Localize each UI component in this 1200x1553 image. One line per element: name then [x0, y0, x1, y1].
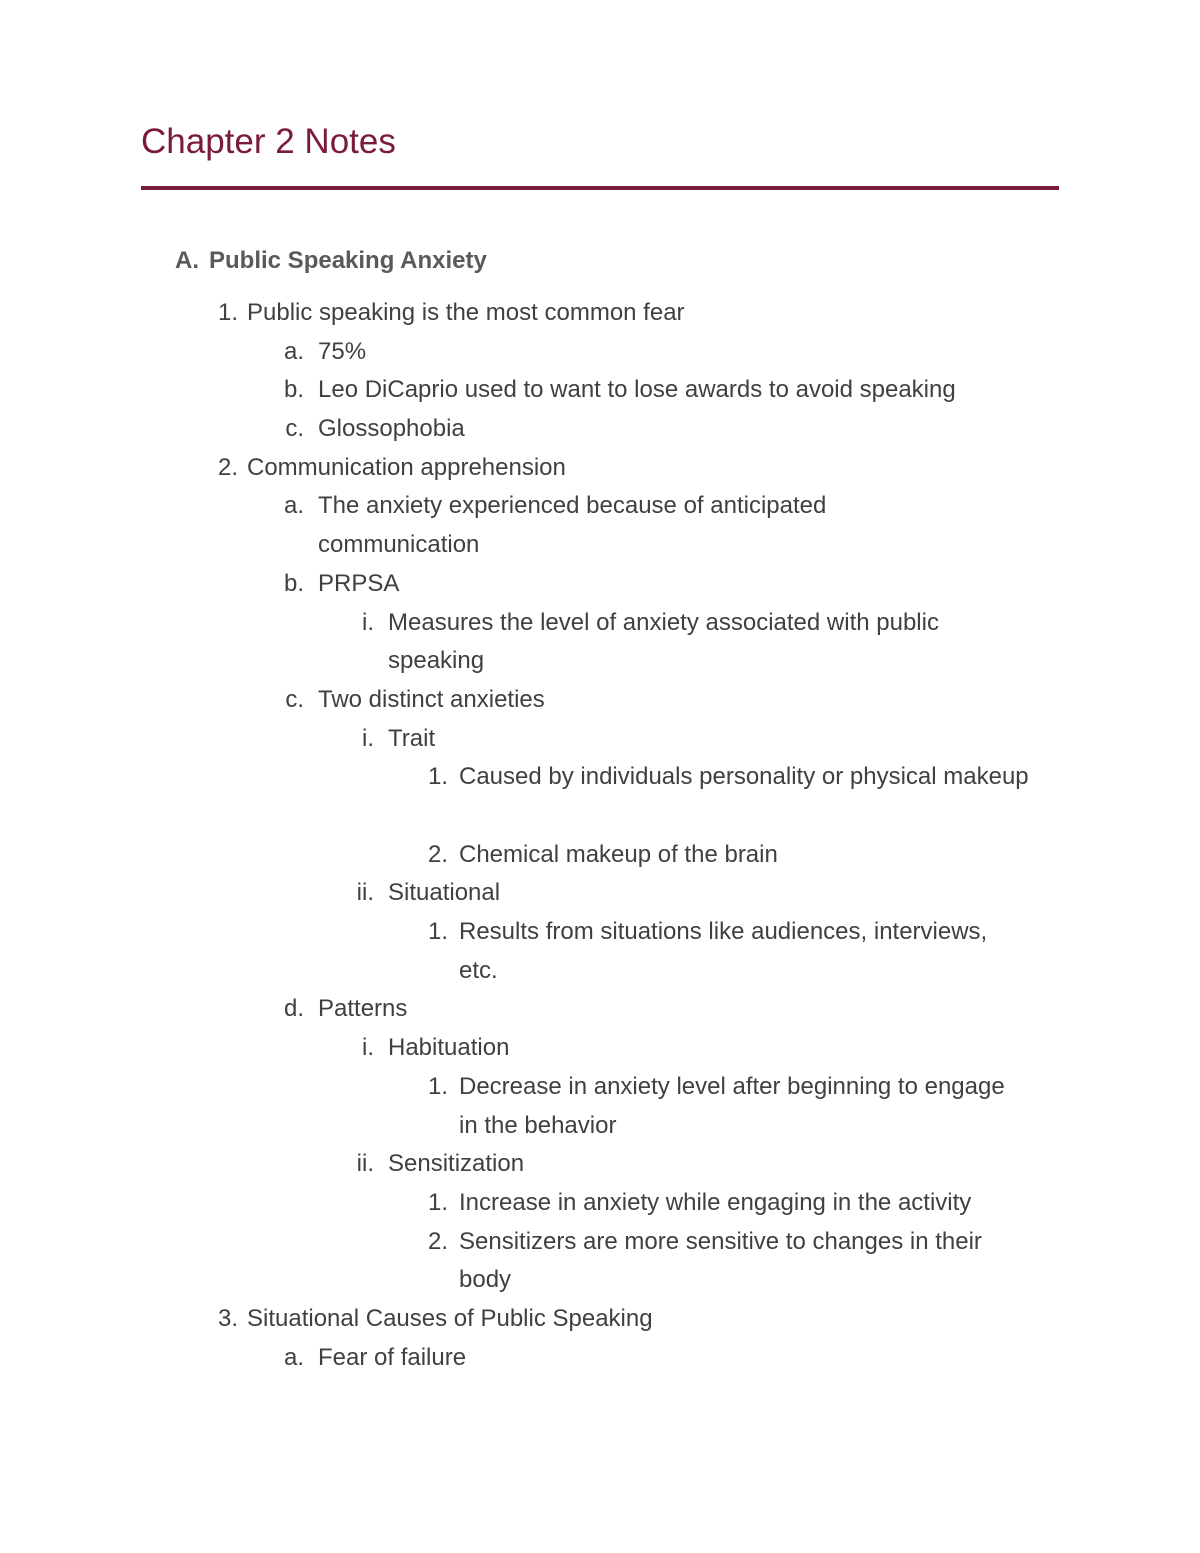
list-item [0, 681, 1200, 720]
list-item-text: Two distinct anxieties [318, 685, 545, 713]
list-item [0, 1068, 1200, 1145]
list-item-text: The anxiety experienced because of anticipated communication [318, 492, 827, 559]
list-marker: 1. [427, 1072, 448, 1100]
list-marker: i. [362, 608, 374, 636]
section-heading-text: Public Speaking Anxiety [209, 247, 487, 274]
list-item [0, 913, 1200, 990]
list-item [0, 604, 1200, 681]
list-item-text: Communication apprehension [247, 453, 566, 481]
list-item [0, 758, 1200, 835]
list-marker: 2. [427, 840, 448, 868]
list-marker: 1. [427, 918, 448, 946]
list-item-text: Leo DiCaprio used to want to lose awards to avoid speaking [318, 376, 956, 404]
list-marker: ii. [356, 1150, 374, 1178]
list-item [0, 1223, 1200, 1300]
list-item-text: Sensitization [388, 1150, 525, 1178]
list-item-text: Sensitizers are more sensitive to changes in their body [459, 1227, 982, 1294]
list-marker: b. [283, 569, 304, 597]
list-marker: 2. [427, 1227, 448, 1255]
list-marker: a. [283, 492, 304, 520]
list-item [0, 990, 1200, 1029]
list-item-text: Situational Causes of Public Speaking [247, 1304, 653, 1332]
list-marker: 2. [217, 453, 238, 481]
section-heading [175, 245, 487, 277]
list-item-text: Fear of failure [318, 1343, 467, 1371]
list-item-text: Public speaking is the most common fear [247, 299, 685, 326]
list-item [0, 1029, 1200, 1068]
list-item [0, 1145, 1200, 1184]
list-marker: 1. [217, 299, 238, 326]
list-marker: c. [285, 685, 304, 713]
page-title: Chapter 2 Notes [141, 122, 396, 161]
list-item-text: Habituation [388, 1034, 510, 1062]
list-item-text: Trait [388, 724, 436, 752]
list-marker: ii. [356, 879, 374, 907]
list-item-text: 75% [318, 337, 367, 365]
list-item-text: Results from situations like audiences, interviews, etc. [459, 918, 988, 984]
list-item-text: Measures the level of anxiety associated with public speaking [388, 608, 939, 675]
list-item-text: Glossophobia [318, 415, 465, 443]
list-marker: a. [283, 1343, 304, 1371]
list-marker: b. [283, 376, 304, 404]
section-marker: A. [175, 247, 199, 274]
title-divider [141, 186, 1059, 190]
list-item-text: Increase in anxiety while engaging in the activity [459, 1188, 972, 1216]
list-item-text: Patterns [318, 995, 408, 1023]
list-item [0, 1184, 1200, 1223]
list-item-text: Decrease in anxiety level after beginning to engage in the behavior [459, 1072, 1005, 1139]
list-item [0, 333, 1200, 372]
list-item-text: Situational [388, 879, 501, 907]
list-marker: d. [283, 995, 304, 1023]
list-item [0, 294, 1200, 333]
list-item [0, 449, 1200, 488]
list-marker: 3. [217, 1304, 238, 1332]
list-marker: i. [362, 1034, 374, 1062]
list-item [0, 836, 1200, 875]
list-item [0, 410, 1200, 449]
list-item [0, 371, 1200, 410]
list-item [0, 1339, 1200, 1378]
list-item [0, 487, 1200, 564]
list-marker: a. [283, 337, 304, 365]
list-marker: 1. [427, 763, 448, 791]
list-marker: c. [285, 415, 304, 443]
notes-outline [0, 294, 1200, 1377]
list-item [0, 720, 1200, 759]
list-item [0, 874, 1200, 913]
list-marker: 1. [427, 1188, 448, 1216]
list-marker: i. [362, 724, 374, 752]
list-item [0, 1300, 1200, 1339]
list-item [0, 565, 1200, 604]
list-item-text: Caused by individuals personality or physical makeup [459, 763, 1029, 791]
list-item-text: Chemical makeup of the brain [459, 840, 778, 868]
list-item-text: PRPSA [318, 569, 400, 597]
